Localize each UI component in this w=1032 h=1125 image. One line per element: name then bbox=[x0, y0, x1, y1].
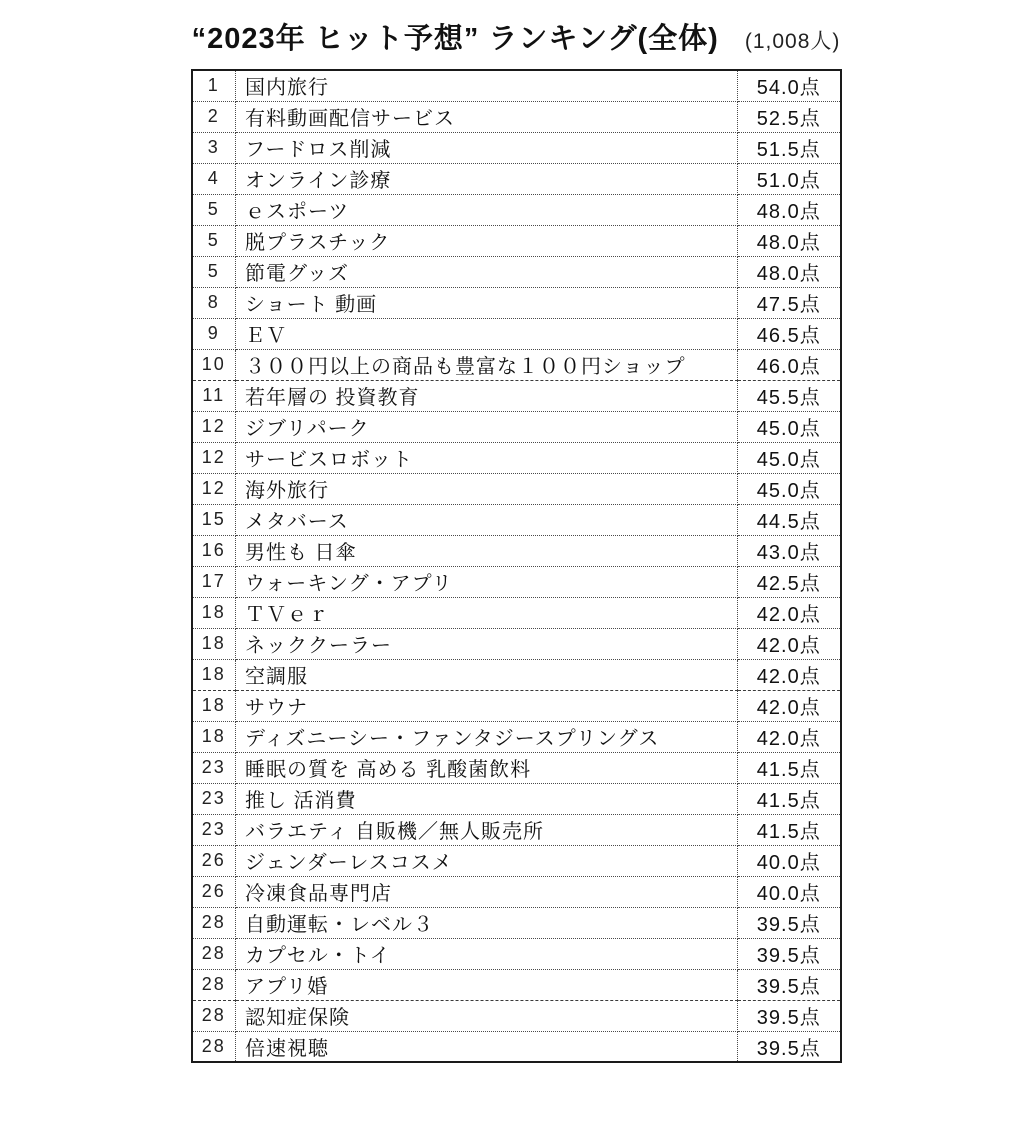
score-cell: 47.5点 bbox=[738, 287, 841, 318]
item-cell: 認知症保険 bbox=[236, 1000, 738, 1031]
score-cell: 54.0点 bbox=[738, 70, 841, 101]
table-row bbox=[192, 504, 841, 535]
score-cell: 48.0点 bbox=[738, 194, 841, 225]
table-row bbox=[192, 1000, 841, 1031]
score-cell: 51.5点 bbox=[738, 132, 841, 163]
score-cell: 40.0点 bbox=[738, 845, 841, 876]
item-cell: ３００円以上の商品も豊富な１００円ショップ bbox=[236, 349, 738, 380]
ranking-table bbox=[191, 69, 842, 1063]
score-cell: 42.0点 bbox=[738, 690, 841, 721]
rank-cell: 23 bbox=[192, 783, 236, 814]
score-cell: 39.5点 bbox=[738, 907, 841, 938]
item-cell: 節電グッズ bbox=[236, 256, 738, 287]
item-cell: 有料動画配信サービス bbox=[236, 101, 738, 132]
table-row bbox=[192, 163, 841, 194]
table-row bbox=[192, 70, 841, 101]
table-row bbox=[192, 659, 841, 690]
table-row bbox=[192, 194, 841, 225]
item-cell: ジェンダーレスコスメ bbox=[236, 845, 738, 876]
item-cell: ｅスポーツ bbox=[236, 194, 738, 225]
score-cell: 39.5点 bbox=[738, 1000, 841, 1031]
score-cell: 42.0点 bbox=[738, 597, 841, 628]
rank-cell: 1 bbox=[192, 70, 236, 101]
item-cell: フードロス削減 bbox=[236, 132, 738, 163]
table-row bbox=[192, 349, 841, 380]
table-row bbox=[192, 225, 841, 256]
item-cell: 国内旅行 bbox=[236, 70, 738, 101]
score-cell: 52.5点 bbox=[738, 101, 841, 132]
rank-cell: 16 bbox=[192, 535, 236, 566]
item-cell: サービスロボット bbox=[236, 442, 738, 473]
score-cell: 46.0点 bbox=[738, 349, 841, 380]
item-cell: 倍速視聴 bbox=[236, 1031, 738, 1062]
rank-cell: 18 bbox=[192, 659, 236, 690]
table-row bbox=[192, 287, 841, 318]
table-row bbox=[192, 1031, 841, 1062]
table-row bbox=[192, 814, 841, 845]
rank-cell: 17 bbox=[192, 566, 236, 597]
rank-cell: 28 bbox=[192, 907, 236, 938]
score-cell: 41.5点 bbox=[738, 814, 841, 845]
table-row bbox=[192, 132, 841, 163]
score-cell: 44.5点 bbox=[738, 504, 841, 535]
rank-cell: 8 bbox=[192, 287, 236, 318]
score-cell: 45.5点 bbox=[738, 380, 841, 411]
respondent-count: (1,008人) bbox=[744, 30, 841, 53]
rank-cell: 28 bbox=[192, 938, 236, 969]
table-row bbox=[192, 380, 841, 411]
rank-cell: 18 bbox=[192, 721, 236, 752]
rank-cell: 4 bbox=[192, 163, 236, 194]
page-title: “2023年 ヒット予想” ランキング(全体) bbox=[191, 23, 719, 55]
rank-cell: 12 bbox=[192, 411, 236, 442]
item-cell: メタバース bbox=[236, 504, 738, 535]
rank-cell: 5 bbox=[192, 194, 236, 225]
score-cell: 48.0点 bbox=[738, 225, 841, 256]
rank-cell: 18 bbox=[192, 628, 236, 659]
table-row bbox=[192, 783, 841, 814]
table-row bbox=[192, 628, 841, 659]
item-cell: ＴＶｅｒ bbox=[236, 597, 738, 628]
score-cell: 42.5点 bbox=[738, 566, 841, 597]
table-row bbox=[192, 907, 841, 938]
item-cell: 男性も 日傘 bbox=[236, 535, 738, 566]
item-cell: 推し 活消費 bbox=[236, 783, 738, 814]
table-row bbox=[192, 752, 841, 783]
table-row bbox=[192, 690, 841, 721]
rank-cell: 26 bbox=[192, 845, 236, 876]
table-row bbox=[192, 101, 841, 132]
score-cell: 46.5点 bbox=[738, 318, 841, 349]
rank-cell: 18 bbox=[192, 597, 236, 628]
rank-cell: 23 bbox=[192, 814, 236, 845]
item-cell: 冷凍食品専門店 bbox=[236, 876, 738, 907]
item-cell: ショート 動画 bbox=[236, 287, 738, 318]
rank-cell: 2 bbox=[192, 101, 236, 132]
rank-cell: 11 bbox=[192, 380, 236, 411]
item-cell: ネッククーラー bbox=[236, 628, 738, 659]
table-row bbox=[192, 535, 841, 566]
rank-cell: 9 bbox=[192, 318, 236, 349]
table-row bbox=[192, 597, 841, 628]
table-row bbox=[192, 876, 841, 907]
score-cell: 45.0点 bbox=[738, 411, 841, 442]
score-cell: 39.5点 bbox=[738, 938, 841, 969]
item-cell: 空調服 bbox=[236, 659, 738, 690]
rank-cell: 10 bbox=[192, 349, 236, 380]
item-cell: 脱プラスチック bbox=[236, 225, 738, 256]
score-cell: 43.0点 bbox=[738, 535, 841, 566]
score-cell: 45.0点 bbox=[738, 473, 841, 504]
rank-cell: 28 bbox=[192, 1031, 236, 1062]
score-cell: 42.0点 bbox=[738, 628, 841, 659]
score-cell: 42.0点 bbox=[738, 659, 841, 690]
table-row bbox=[192, 938, 841, 969]
table-row bbox=[192, 969, 841, 1000]
item-cell: バラエティ 自販機／無人販売所 bbox=[236, 814, 738, 845]
score-cell: 45.0点 bbox=[738, 442, 841, 473]
score-cell: 41.5点 bbox=[738, 752, 841, 783]
score-cell: 40.0点 bbox=[738, 876, 841, 907]
rank-cell: 5 bbox=[192, 256, 236, 287]
table-row bbox=[192, 442, 841, 473]
table-row bbox=[192, 721, 841, 752]
rank-cell: 26 bbox=[192, 876, 236, 907]
rank-cell: 23 bbox=[192, 752, 236, 783]
item-cell: アプリ婚 bbox=[236, 969, 738, 1000]
table-row bbox=[192, 845, 841, 876]
table-row bbox=[192, 256, 841, 287]
item-cell: ウォーキング・アプリ bbox=[236, 566, 738, 597]
item-cell: ジブリパーク bbox=[236, 411, 738, 442]
score-cell: 39.5点 bbox=[738, 1031, 841, 1062]
score-cell: 51.0点 bbox=[738, 163, 841, 194]
rank-cell: 28 bbox=[192, 1000, 236, 1031]
item-cell: ディズニーシー・ファンタジースプリングス bbox=[236, 721, 738, 752]
rank-cell: 12 bbox=[192, 473, 236, 504]
score-cell: 42.0点 bbox=[738, 721, 841, 752]
item-cell: 睡眠の質を 高める 乳酸菌飲料 bbox=[236, 752, 738, 783]
table-row bbox=[192, 318, 841, 349]
item-cell: カプセル・トイ bbox=[236, 938, 738, 969]
score-cell: 41.5点 bbox=[738, 783, 841, 814]
rank-cell: 5 bbox=[192, 225, 236, 256]
rank-cell: 12 bbox=[192, 442, 236, 473]
rank-cell: 18 bbox=[192, 690, 236, 721]
item-cell: オンライン診療 bbox=[236, 163, 738, 194]
item-cell: ＥＶ bbox=[236, 318, 738, 349]
rank-cell: 15 bbox=[192, 504, 236, 535]
rank-cell: 28 bbox=[192, 969, 236, 1000]
item-cell: 海外旅行 bbox=[236, 473, 738, 504]
item-cell: 若年層の 投資教育 bbox=[236, 380, 738, 411]
item-cell: サウナ bbox=[236, 690, 738, 721]
item-cell: 自動運転・レベル３ bbox=[236, 907, 738, 938]
rank-cell: 3 bbox=[192, 132, 236, 163]
table-row bbox=[192, 473, 841, 504]
title-row bbox=[0, 0, 1032, 57]
score-cell: 48.0点 bbox=[738, 256, 841, 287]
ranking-table-body bbox=[192, 70, 841, 1062]
table-row bbox=[192, 566, 841, 597]
score-cell: 39.5点 bbox=[738, 969, 841, 1000]
table-row bbox=[192, 411, 841, 442]
